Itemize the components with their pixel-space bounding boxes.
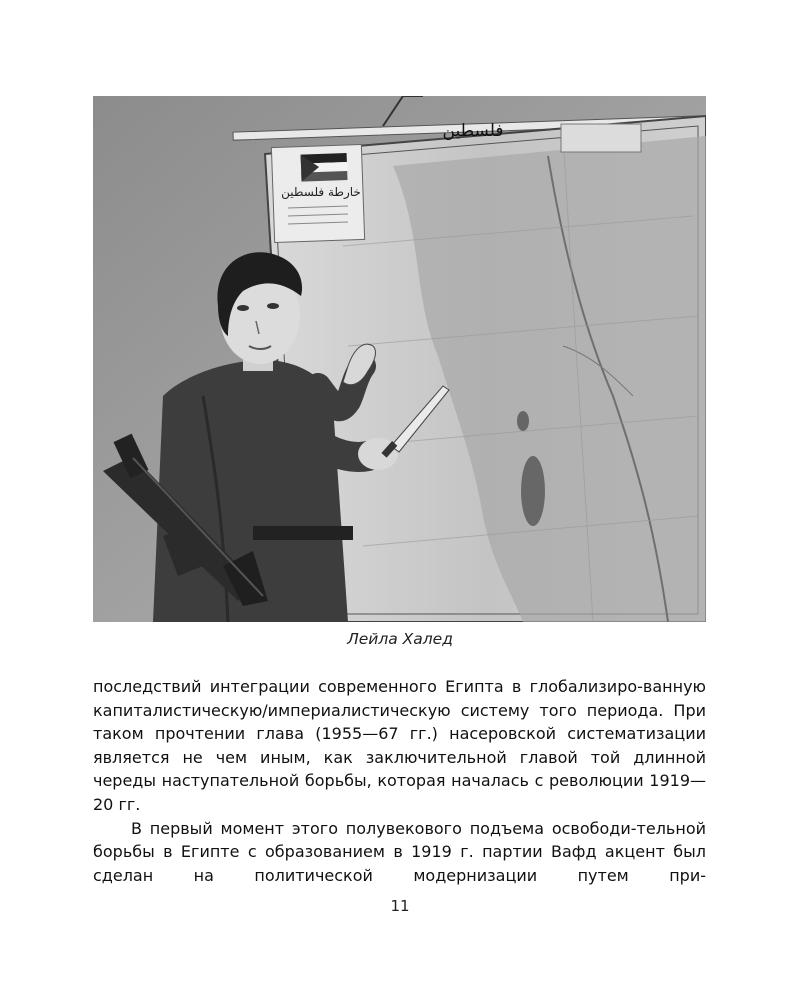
map-title: فلسطين: [442, 121, 504, 141]
flag-icon: [301, 153, 348, 182]
paragraph: В первый момент этого полувекового подъема освободи-тельной борьбы в Египте с образованием в 1919 г. партии Вафд акцент был сделан на политической модернизации путем при-: [93, 818, 706, 885]
map-legend-title: خارطة فلسطين: [281, 185, 361, 199]
photo-caption: Лейла Халед: [347, 630, 453, 648]
paragraph: последствий интеграции современного Египта в глобализиро-ванную капиталистическую/империалистическую систему того периода. При таком прочтении глава (1955—67 гг.) насеровской систематизации является не чем иным, как заключительной главой той длинной череды наступательной борьбы, которая началась с революции 1919—20 гг.: [93, 677, 706, 814]
body-text: [93, 675, 706, 887]
page-number: 11: [390, 897, 410, 915]
photograph: [93, 96, 706, 622]
